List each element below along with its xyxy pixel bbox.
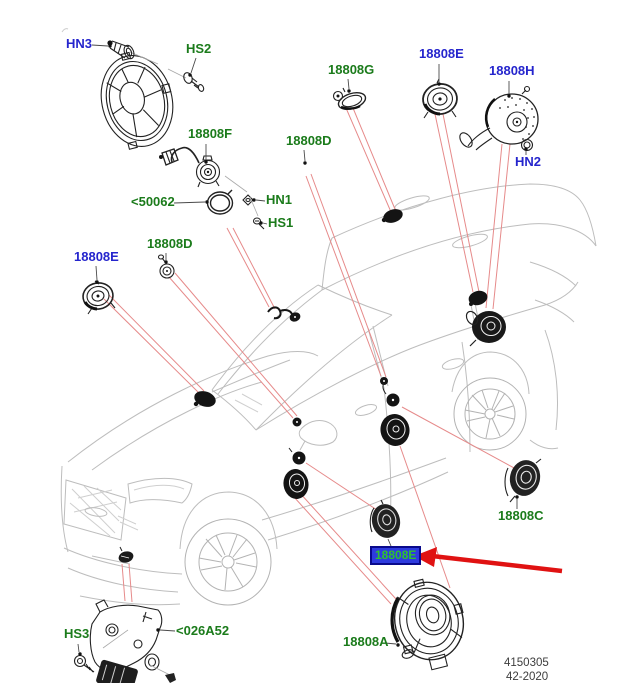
diagram-reference-number: 4150305 [504, 657, 549, 669]
diagram-date-code: 42-2020 [506, 671, 549, 683]
mounted-roof-speaker [381, 207, 404, 226]
part-label-18808f[interactable]: 18808F [188, 126, 233, 141]
mounted-cowl-wiring [268, 307, 300, 321]
part-drawing-sounder-module [95, 659, 176, 683]
part-drawing-18808g [334, 88, 368, 112]
part-label-18808e-selected[interactable]: 18808E [370, 546, 421, 565]
part-drawing-18808e-selected [369, 500, 403, 541]
part-label-50062[interactable]: <50062 [131, 194, 175, 209]
part-drawing-18808f [159, 148, 220, 187]
part-label-hs3[interactable]: HS3 [64, 626, 90, 641]
leader-lines [104, 108, 516, 604]
part-label-hn3[interactable]: HN3 [66, 36, 93, 51]
selection-arrow-icon [414, 547, 562, 571]
mounted-speakers [117, 207, 506, 565]
part-label-18808c[interactable]: 18808C [498, 508, 544, 523]
part-drawing-hs2-screw [182, 71, 204, 92]
part-label-hs1[interactable]: HS1 [268, 215, 294, 230]
part-label-18808h[interactable]: 18808H [489, 63, 535, 78]
part-label-18808d-top[interactable]: 18808D [286, 133, 332, 148]
part-drawing-18808e-left [81, 281, 115, 314]
part-label-026a52[interactable]: <026A52 [176, 623, 230, 638]
mounted-rear-door-woofer [378, 412, 412, 449]
part-drawing-door-speaker-frame [91, 45, 186, 154]
part-label-18808d-left[interactable]: 18808D [147, 236, 193, 251]
part-drawing-18808h [457, 87, 538, 151]
mounted-front-door-tweeter [289, 448, 306, 465]
mounted-front-door-woofer [282, 467, 311, 500]
part-label-18808e-left[interactable]: 18808E [74, 249, 119, 264]
part-label-hn1[interactable]: HN1 [266, 192, 293, 207]
part-drawing-18808c [505, 457, 543, 502]
part-label-18808e-top[interactable]: 18808E [419, 46, 464, 61]
part-label-18808g[interactable]: 18808G [328, 62, 375, 77]
part-drawing-18808a [386, 572, 475, 676]
mounted-shelf-speaker [467, 289, 489, 307]
part-label-18808a[interactable]: 18808A [343, 634, 389, 649]
part-drawing-50062-ring [208, 190, 233, 214]
part-label-hn2[interactable]: HN2 [515, 154, 542, 169]
mounted-mirror-tweeter [293, 418, 302, 427]
part-drawing-hs3-screw [75, 656, 95, 673]
part-label-hs2[interactable]: HS2 [186, 41, 212, 56]
